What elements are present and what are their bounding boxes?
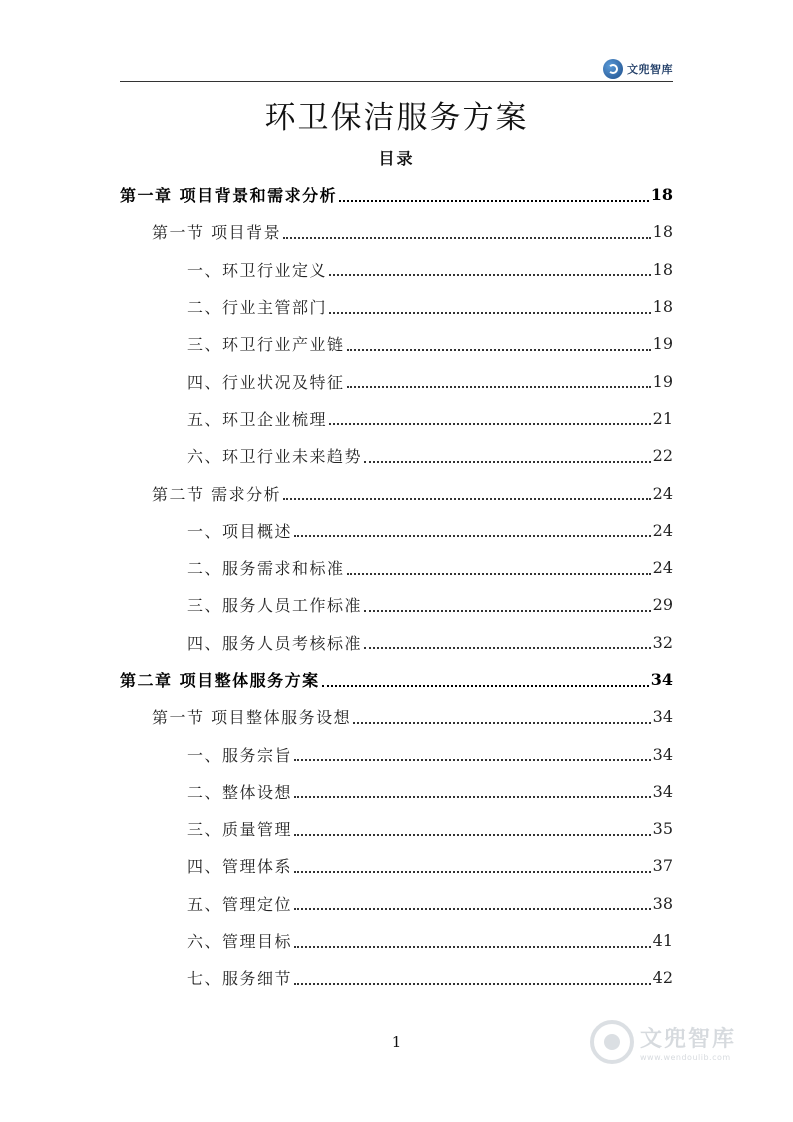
page-number: 1 (391, 1033, 402, 1051)
toc-dot-leader (364, 610, 651, 612)
toc-dot-leader (294, 908, 651, 910)
header-rule (120, 81, 673, 82)
toc-entry-page: 34 (652, 781, 673, 801)
toc-subsection-entry[interactable] (120, 288, 673, 325)
table-of-contents (120, 176, 673, 997)
toc-section-entry[interactable] (120, 474, 673, 511)
toc-entry-page: 18 (652, 259, 673, 279)
toc-subsection-entry[interactable] (120, 512, 673, 549)
toc-section-entry[interactable] (120, 698, 673, 735)
toc-dot-leader (329, 423, 651, 425)
toc-heading: 目录 (378, 149, 415, 168)
toc-subsection-entry[interactable] (120, 549, 673, 586)
toc-subsection-entry[interactable] (120, 586, 673, 623)
toc-dot-leader (347, 573, 651, 575)
toc-entry-label: 一、环卫行业定义 (187, 260, 328, 280)
toc-dot-leader (294, 871, 651, 873)
toc-chapter-entry[interactable] (120, 661, 673, 698)
toc-subsection-entry[interactable] (120, 735, 673, 772)
toc-entry-label: 四、行业状况及特征 (187, 372, 345, 392)
toc-subsection-entry[interactable] (120, 251, 673, 288)
toc-subsection-entry[interactable] (120, 959, 673, 996)
toc-subsection-entry[interactable] (120, 922, 673, 959)
toc-entry-label: 六、环卫行业未来趋势 (187, 447, 363, 467)
toc-subsection-entry[interactable] (120, 885, 673, 922)
toc-entry-page: 42 (652, 968, 673, 988)
toc-entry-label: 二、服务需求和标准 (187, 559, 345, 579)
toc-subsection-entry[interactable] (120, 810, 673, 847)
toc-entry-page: 19 (652, 334, 673, 354)
toc-chapter-entry[interactable] (120, 176, 673, 213)
toc-entry-label: 第一节 项目背景 (152, 223, 282, 243)
toc-dot-leader (283, 498, 651, 500)
toc-entry-label: 第二章 项目整体服务方案 (120, 671, 320, 690)
watermark-url: www.wendoulib.com (640, 1053, 731, 1062)
toc-subsection-entry[interactable] (120, 624, 673, 661)
toc-entry-page: 24 (652, 558, 673, 578)
watermark-title: 文兜智库 (640, 1027, 737, 1052)
wendou-logo-icon (603, 59, 623, 79)
toc-dot-leader (329, 274, 651, 276)
toc-entry-label: 二、整体设想 (187, 782, 293, 802)
header-logo-text: 文兜智库 (627, 63, 673, 76)
toc-entry-page: 18 (650, 185, 673, 205)
toc-entry-page: 34 (650, 670, 673, 689)
toc-subsection-entry[interactable] (120, 847, 673, 884)
toc-entry-page: 24 (652, 520, 673, 540)
toc-subsection-entry[interactable] (120, 437, 673, 474)
toc-entry-page: 21 (652, 408, 673, 428)
toc-entry-page: 19 (652, 371, 673, 391)
toc-entry-label: 三、服务人员工作标准 (187, 596, 363, 616)
toc-entry-label: 七、服务细节 (187, 969, 293, 989)
toc-dot-leader (364, 461, 651, 463)
toc-entry-page: 29 (652, 595, 673, 615)
document-title: 环卫保洁服务方案 (264, 100, 529, 136)
toc-entry-page: 32 (652, 632, 673, 652)
toc-entry-label: 四、管理体系 (187, 857, 293, 877)
toc-entry-label: 三、质量管理 (187, 820, 293, 840)
toc-subsection-entry[interactable] (120, 362, 673, 399)
toc-entry-page: 35 (652, 819, 673, 839)
toc-entry-label: 一、项目概述 (187, 521, 293, 541)
toc-dot-leader (339, 200, 649, 202)
toc-entry-page: 41 (652, 931, 673, 951)
toc-entry-page: 34 (652, 744, 673, 764)
toc-entry-page: 18 (652, 297, 673, 317)
toc-dot-leader (364, 647, 651, 649)
toc-section-entry[interactable] (120, 213, 673, 250)
toc-dot-leader (294, 535, 651, 537)
toc-entry-label: 第一章 项目背景和需求分析 (120, 186, 338, 206)
toc-dot-leader (322, 685, 649, 687)
toc-dot-leader (294, 796, 651, 798)
toc-entry-label: 四、服务人员考核标准 (187, 633, 363, 653)
toc-dot-leader (347, 349, 651, 351)
toc-entry-page: 18 (652, 222, 673, 242)
toc-entry-label: 五、环卫企业梳理 (187, 409, 328, 429)
toc-entry-label: 第二节 需求分析 (152, 484, 282, 504)
toc-entry-page: 38 (652, 893, 673, 913)
toc-subsection-entry[interactable] (120, 400, 673, 437)
toc-entry-page: 37 (652, 856, 673, 876)
toc-entry-label: 三、环卫行业产业链 (187, 335, 345, 355)
toc-dot-leader (353, 722, 651, 724)
toc-entry-label: 二、行业主管部门 (187, 298, 328, 318)
toc-entry-label: 第一节 项目整体服务设想 (152, 708, 352, 728)
toc-dot-leader (294, 946, 651, 948)
header-logo (603, 58, 673, 80)
toc-dot-leader (294, 983, 651, 985)
toc-entry-label: 六、管理目标 (187, 932, 293, 952)
toc-dot-leader (347, 386, 651, 388)
toc-entry-page: 24 (652, 483, 673, 503)
wendou-watermark-icon (590, 1020, 634, 1064)
toc-entry-label: 五、管理定位 (187, 894, 293, 914)
toc-dot-leader (294, 759, 651, 761)
toc-dot-leader (283, 237, 651, 239)
toc-dot-leader (294, 834, 651, 836)
toc-dot-leader (329, 312, 651, 314)
toc-subsection-entry[interactable] (120, 773, 673, 810)
toc-entry-label: 一、服务宗旨 (187, 745, 293, 765)
toc-subsection-entry[interactable] (120, 325, 673, 362)
toc-entry-page: 22 (652, 446, 673, 466)
watermark (590, 1020, 736, 1064)
toc-entry-page: 34 (652, 707, 673, 727)
